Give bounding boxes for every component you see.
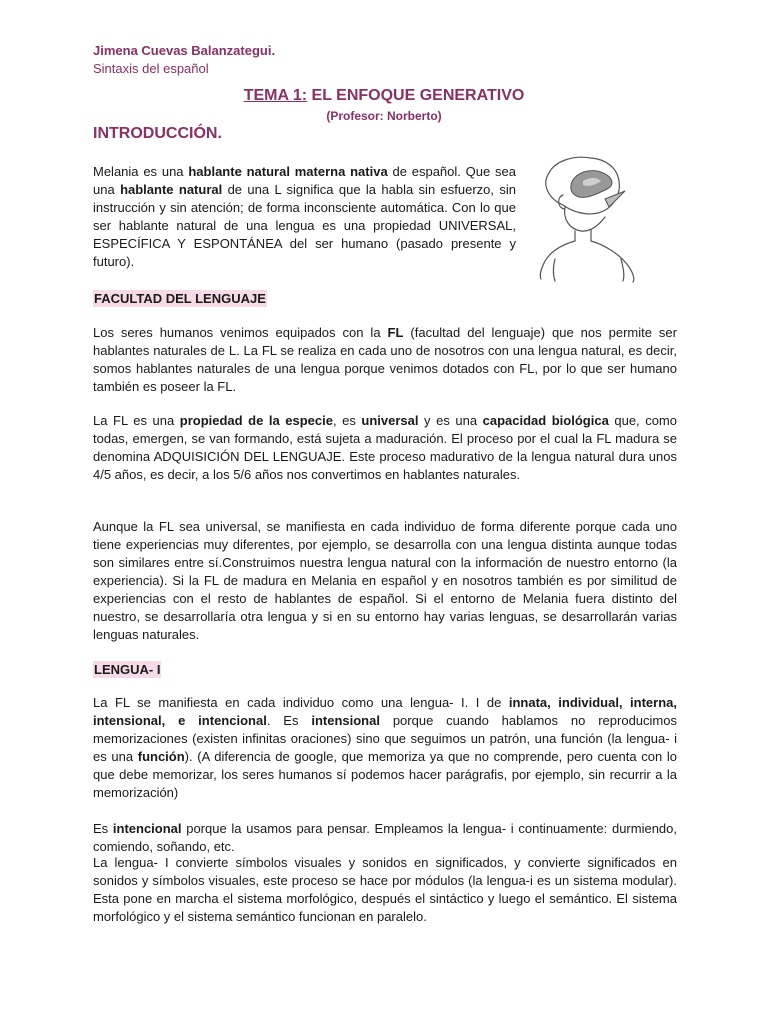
bold-run: propiedad de la especie: [179, 413, 333, 428]
text-run: ). (A diferencia de google, que memoriza ya que no comprende, pero cuenta con lo que debe memorizar, los seres humanos sí podemos hacer parágrafis, por ejemplo, sin recurrir a la memorización): [93, 749, 677, 800]
text-run: y es una: [418, 413, 483, 428]
text-run: porque la usamos para pensar. Empleamos la lengua- i continuamente: durmiendo, comiendo, soñando, etc.: [93, 821, 677, 854]
text-run: La FL se manifiesta en cada individuo como una lengua- I. I de: [93, 695, 509, 710]
bold-run: FL: [387, 325, 404, 340]
bold-run: capacidad biológica: [482, 413, 609, 428]
title-text: EL ENFOQUE GENERATIVO: [307, 87, 525, 104]
bold-run: intensional: [311, 713, 380, 728]
text-run: Melania es una: [93, 164, 189, 179]
author-name: Jimena Cuevas Balanzategui.: [93, 43, 276, 58]
title-prefix: TEMA 1:: [243, 87, 308, 104]
paragraph-lengua-1: [93, 694, 677, 802]
text-run: Es: [93, 821, 113, 836]
bold-run: hablante natural materna nativa: [188, 164, 388, 179]
text-run: de español. Que sea una: [93, 164, 517, 197]
section-heading-facultad: FACULTAD DEL LENGUAJE: [94, 291, 266, 306]
text-run: La FL es una: [93, 413, 180, 428]
subject-name: Sintaxis del español: [93, 61, 209, 76]
bold-run: intencional: [112, 821, 182, 836]
bold-run: universal: [361, 413, 419, 428]
paragraph-intro: [93, 163, 516, 271]
professor-line: (Profesor: Norberto): [326, 109, 442, 123]
text-run: (facultad del lenguaje) que nos permite ser hablantes naturales de L. La FL se realiza en cada uno de nosotros con una lengua natural, es decir, somos hablantes naturales de una lengua porque venimos dotados con FL, por lo que ser humano también es poseer la FL.: [93, 325, 677, 394]
text-run: , es: [332, 413, 362, 428]
section-heading-lengua-i: LENGUA- I: [94, 662, 161, 677]
text-run: . Es: [266, 713, 312, 728]
text-run: de una L significa que la habla sin esfuerzo, sin instrucción y sin atención; de forma inconsciente automática. Con lo que ser hablante natural de una lengua es una propiedad UNIVERSAL, ESPECÍFICA Y ESPONTÁNEA del ser humano (pasado presente y futuro).: [93, 182, 516, 269]
paragraph-facultad-3: Aunque la FL sea universal, se manifiesta en cada individuo de forma diferente porque cada uno tiene experiencias muy diferentes, por ejemplo, se desarrolla con una lengua distinta aunque todas son similares entre sí.Construimos nuestra lengua natural con la información de nuestro entorno (la experiencia). Si la FL de madura en Melania en español y en nosotros también es por similitud de experiencias con el resto de hablantes de español. Si el entorno de Melania fuera distinto del nuestro, se desarrollaría otra lengua y si en su entorno hay varias lenguas, se desarrollarán varias lenguas naturales.: [93, 519, 677, 642]
bold-run: innata, individual, interna, intensional, e intencional: [93, 695, 678, 728]
paragraph-facultad-1: [93, 324, 677, 396]
paragraph-facultad-2: [93, 412, 677, 484]
text-run: Los seres humanos venimos equipados con la: [93, 325, 388, 340]
intro-heading: INTRODUCCIÓN.: [93, 125, 222, 142]
page-title: [0, 87, 768, 105]
speaking-head-illustration: [535, 155, 670, 283]
text-run: que, como todas, emergen, se van formando, está sujeta a maduración. El proceso por el cual la FL madura se denomina ADQUISICIÓN DEL LENGUAJE. Este proceso madurativo de la lengua natural dura unos 4/5 años, es decir, a los 5/6 años nos convertimos en hablantes naturales.: [93, 413, 677, 482]
bold-run: hablante natural: [120, 182, 223, 197]
paragraph-lengua-3: La lengua- I convierte símbolos visuales y sonidos en significados, y convierte significados en sonidos y símbolos visuales, este proceso se hace por módulos (la lengua-i es un sistema modular). Esta pone en marcha el sistema morfológico, después el sintáctico y luego el semántico. El sistema morfológico y el sistema semántico funcionan en paralelo.: [93, 855, 677, 924]
paragraph-lengua-2: [93, 820, 677, 856]
text-run: porque cuando hablamos no reproducimos memorizaciones (existen infinitas oraciones) sino que seguimos un patrón, una función (la lengua- i es una: [93, 713, 677, 764]
bold-run: función: [137, 749, 185, 764]
